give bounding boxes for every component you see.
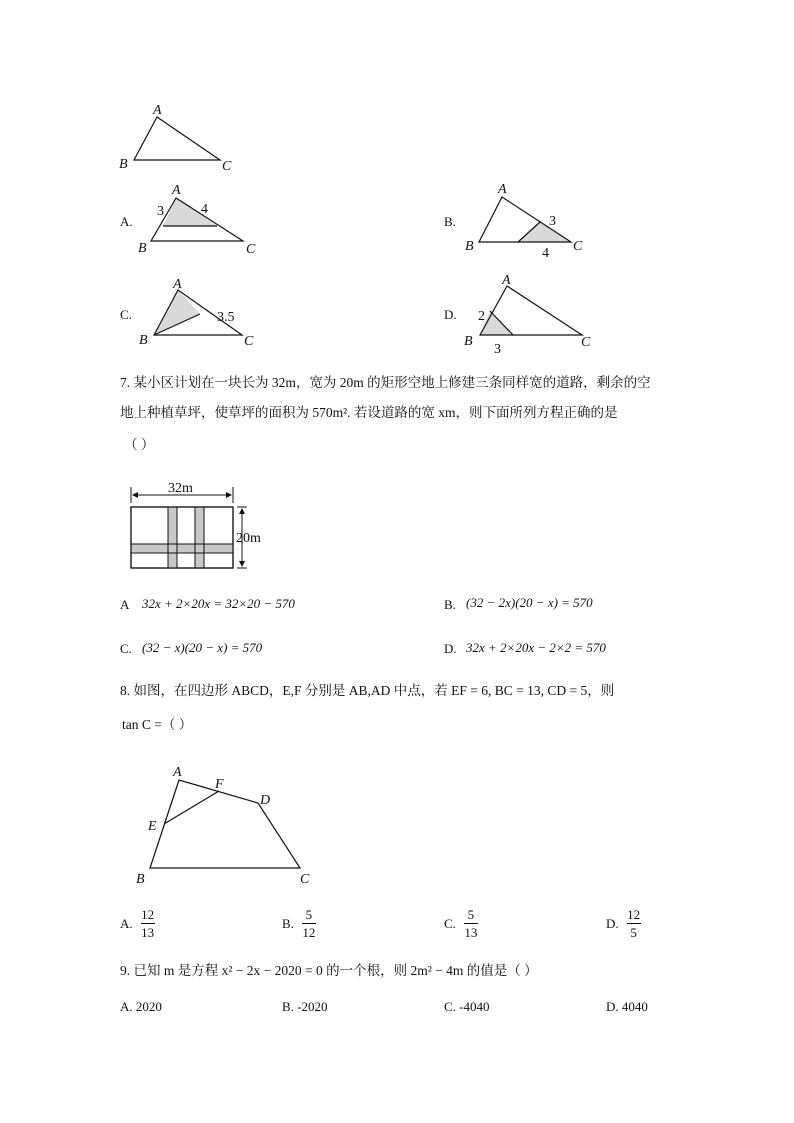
q6-option-A-figure[interactable] bbox=[135, 180, 265, 260]
denominator: 12 bbox=[302, 925, 316, 940]
q8-option-D-letter: D. bbox=[606, 915, 619, 931]
height-label: 20m bbox=[236, 531, 261, 546]
q7-rectangle-figure bbox=[125, 476, 275, 576]
denominator: 13 bbox=[141, 925, 155, 940]
q8-quadrilateral-figure bbox=[130, 758, 330, 893]
denominator: 5 bbox=[630, 925, 637, 940]
q8-option-B-letter: B. bbox=[282, 915, 294, 931]
label-B: B bbox=[136, 872, 145, 887]
q6-reference-triangle bbox=[110, 100, 250, 175]
q7-option-B-letter[interactable]: B. bbox=[444, 597, 456, 612]
label-C: C bbox=[246, 242, 256, 257]
label-A: A bbox=[173, 765, 182, 780]
q6-option-C-figure[interactable] bbox=[135, 272, 265, 352]
side-label-4: 4 bbox=[201, 202, 208, 217]
label-C: C bbox=[300, 872, 310, 887]
label-D: D bbox=[260, 793, 271, 808]
label-A: A bbox=[173, 277, 182, 292]
q8-stem-line-2: tan C =（ ） bbox=[122, 717, 193, 732]
label-F: F bbox=[215, 777, 224, 792]
q9-option-B[interactable]: B. -2020 bbox=[282, 999, 328, 1014]
q6-option-A-letter[interactable]: A. bbox=[120, 214, 133, 229]
q8-option-A-fraction bbox=[141, 908, 155, 939]
width-label: 32m bbox=[168, 481, 193, 496]
q7-option-A-expr[interactable]: 32x + 2×20x = 32×20 − 570 bbox=[142, 596, 295, 611]
q8-option-C-letter: C. bbox=[444, 915, 456, 931]
q8-option-A-letter: A. bbox=[120, 915, 133, 931]
q9-stem: 9. 已知 m 是方程 x² − 2x − 2020 = 0 的一个根，则 2m² − 4m 的值是（ ） bbox=[120, 963, 538, 978]
q7-answer-blank: （ ） bbox=[124, 437, 155, 452]
label-A: A bbox=[153, 103, 162, 118]
label-C: C bbox=[222, 159, 232, 174]
q9-option-C[interactable]: C. -4040 bbox=[444, 999, 490, 1014]
q7-option-A-letter[interactable]: A bbox=[120, 597, 130, 612]
q6-option-C-letter[interactable]: C. bbox=[120, 307, 132, 322]
q7-option-B-expr[interactable]: (32 − 2x)(20 − x) = 570 bbox=[466, 595, 593, 610]
q6-option-B-figure[interactable] bbox=[460, 180, 600, 262]
q8-option-D-fraction bbox=[627, 908, 641, 939]
q7-stem-line-2: 地上种植草坪，使草坪的面积为 570m². 若设道路的宽 xm，则下面所列方程正确的是 bbox=[120, 405, 618, 420]
numerator: 12 bbox=[627, 907, 641, 922]
q7-option-C-letter[interactable]: C. bbox=[120, 641, 132, 656]
numerator: 5 bbox=[305, 907, 313, 922]
side-label-2: 2 bbox=[478, 309, 485, 324]
side-label-3: 3 bbox=[494, 342, 501, 357]
label-C: C bbox=[244, 334, 254, 349]
q8-option-B-fraction bbox=[302, 908, 316, 939]
label-A: A bbox=[502, 273, 511, 288]
numerator: 12 bbox=[141, 907, 155, 922]
label-B: B bbox=[139, 333, 148, 348]
q7-option-D-letter[interactable]: D. bbox=[444, 641, 457, 656]
q8-option-C[interactable] bbox=[444, 908, 478, 939]
q7-option-D-expr[interactable]: 32x + 2×20x − 2×2 = 570 bbox=[466, 640, 606, 655]
label-B: B bbox=[138, 241, 147, 256]
q7-stem-line-1: 7. 某小区计划在一块长为 32m，宽为 20m 的矩形空地上修建三条同样宽的道路，剩余的空 bbox=[120, 375, 651, 390]
q6-option-D-letter[interactable]: D. bbox=[444, 307, 457, 322]
side-label-4: 4 bbox=[542, 246, 549, 261]
label-A: A bbox=[498, 182, 507, 197]
q8-stem-line-1: 8. 如图，在四边形 ABCD，E,F 分别是 AB,AD 中点，若 EF = 6, BC = 13, CD = 5，则 bbox=[120, 683, 615, 698]
label-E: E bbox=[148, 819, 157, 834]
side-label-3-5: 3.5 bbox=[217, 310, 235, 325]
q6-option-D-figure[interactable] bbox=[460, 268, 610, 358]
q8-option-A[interactable] bbox=[120, 908, 155, 939]
label-A: A bbox=[172, 183, 181, 198]
q9-option-D[interactable]: D. 4040 bbox=[606, 999, 648, 1014]
side-label-3: 3 bbox=[157, 204, 164, 219]
q7-option-C-expr[interactable]: (32 − x)(20 − x) = 570 bbox=[142, 640, 263, 655]
numerator: 5 bbox=[467, 907, 475, 922]
side-label-3: 3 bbox=[549, 214, 556, 229]
q9-option-A[interactable]: A. 2020 bbox=[120, 999, 162, 1014]
q8-option-C-fraction bbox=[464, 908, 478, 939]
q6-option-B-letter[interactable]: B. bbox=[444, 214, 456, 229]
label-C: C bbox=[581, 335, 591, 350]
label-B: B bbox=[119, 157, 128, 172]
label-C: C bbox=[573, 239, 583, 254]
q8-option-D[interactable] bbox=[606, 908, 641, 939]
label-B: B bbox=[464, 334, 473, 349]
label-B: B bbox=[465, 239, 474, 254]
denominator: 13 bbox=[464, 925, 478, 940]
q8-option-B[interactable] bbox=[282, 908, 316, 939]
